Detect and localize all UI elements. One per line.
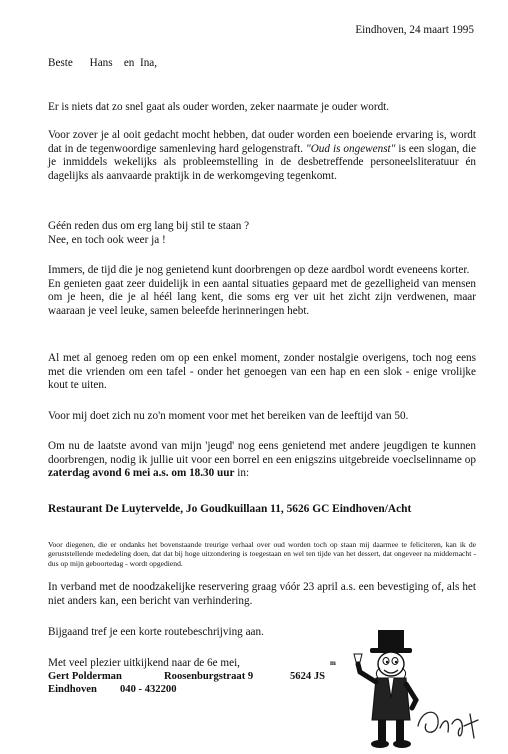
paragraph-1: Er is niets dat zo snel gaat als ouder worden, zeker naarmate je ouder wordt. — [48, 101, 390, 113]
slogan-quote: "Oud is ongewenst" — [306, 142, 396, 155]
top-hat-icon — [378, 630, 404, 650]
paragraph-2-text-b: is een slogan, die je inmiddels wekelijks als probleemstelling in de desbetreffende personeelsliteratuur én dagelijks als aanvaarde praktijk in de werkomgeving tegenkomt. — [48, 142, 477, 182]
letter-date: Eindhoven, 24 maart 1995 — [355, 24, 474, 36]
paragraph-2-text-a: Voor zover je al ooit gedacht mocht hebben, dat ouder worden een boeiende ervaring is, wordt dat in de tegenwoordige samenleving hard gelogenstraft. — [48, 129, 476, 155]
congratulation-note: Voor diegenen, die er ondanks het bovenstaande treurige verhaal over oud worden toch op staan mij daarmee te feliciteren, kan ik de geruststellende mededeling doen, dat dat bij hoge uitzondering is toegestaan en wel ten tijde van het dessert, dat ongeveer na middernacht - dus op mijn geboortedag - wordt opgediend. — [48, 539, 476, 568]
paragraph-3 — [48, 220, 476, 247]
paragraph-route: Bijgaand tref je een korte routebeschrijving aan. — [48, 626, 264, 638]
salutation: Beste Hans en Ina, — [48, 57, 158, 69]
paragraph-6: Voor mij doet zich nu zo'n moment voor met het bereiken van de leeftijd van 50. — [48, 410, 409, 422]
sender-name: Gert Polderman — [48, 671, 122, 682]
mascot-illustration — [352, 628, 502, 754]
paragraph-7-text-b: in: — [234, 467, 250, 480]
paragraph-4-text-b: En genieten gaat zeer duidelijk in een aantal situaties gepaard met de gezelligheid van mensen om je heen, die je al héél lang kent, die soms erg ver uit het zicht zijn verdwenen, maar waaraan je veel leuke, samen beleefde herinneringen hebt. — [48, 277, 476, 317]
paragraph-7-text-a: Om nu de laatste avond van mijn 'jeugd' nog eens genietend met andere jeugdigen te kunnen doorbrengen, nodig ik jullie uit voor een borrel en een enigszins uitgebreide voeclselinname op — [48, 440, 476, 466]
paragraph-4 — [48, 264, 476, 318]
paragraph-reservation: In verband met de noodzakelijke reservering graag vóór 23 april a.s. een bevestiging of, als het niet anders kan, een bericht van verhindering. — [48, 581, 476, 607]
closing-mark: m — [330, 659, 336, 667]
party-date-time: zaterdag avond 6 mei a.s. om 18.30 uur — [48, 467, 235, 480]
closing-line: Met veel plezier uitkijkend naar de 6e mei, — [48, 657, 240, 669]
handwritten-signature — [418, 712, 478, 738]
sender-postcode: 5624 JS — [290, 671, 326, 682]
paragraph-2 — [48, 129, 476, 183]
paragraph-3-line-1: Géén reden dus om erg lang bij stil te staan ? — [48, 220, 250, 232]
paragraph-3-line-2: Nee, en toch ook weer ja ! — [48, 233, 166, 246]
sender-street: Roosenburgstraat 9 — [164, 671, 254, 682]
paragraph-5: Al met al genoeg reden om op een enkel moment, zonder nostalgie overigens, toch nog eens met die vrienden om een tafel - onder het genoegen van een hap en een slok - enige vrolijke kout te uiten. — [48, 352, 476, 392]
sender-phone: 040 - 432200 — [120, 684, 177, 695]
restaurant-address: Restaurant De Luytervelde, Jo Goudkuillaan 11, 5626 GC Eindhoven/Acht — [48, 503, 412, 515]
paragraph-7 — [48, 440, 476, 481]
paragraph-4-text-a: Immers, de tijd die je nog genietend kunt doorbrengen op deze aardbol wordt eveneens korter. — [48, 264, 470, 276]
sender-city: Eindhoven — [48, 684, 97, 695]
